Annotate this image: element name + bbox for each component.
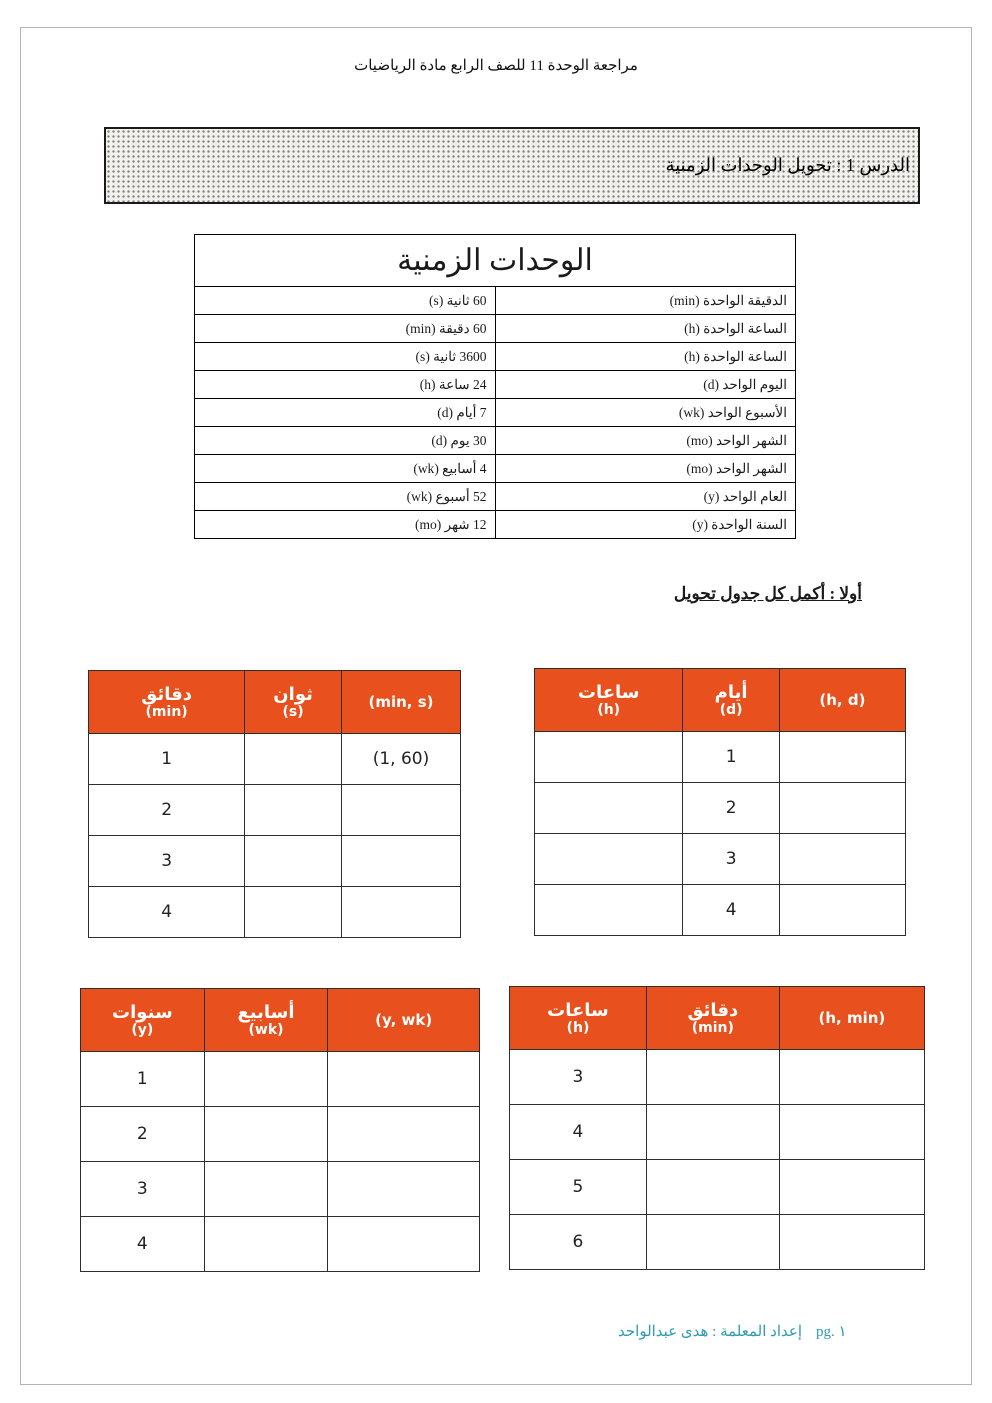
unit-value: 7 أيام (d) xyxy=(195,399,496,427)
table-row xyxy=(195,455,796,483)
column-header-pair-label: (min, s) xyxy=(368,693,434,711)
unit-name: الساعة الواحدة (h) xyxy=(495,315,796,343)
table-row xyxy=(195,343,796,371)
unit-name: العام الواحد (y) xyxy=(495,483,796,511)
cell xyxy=(328,1162,480,1217)
unit-name: الأسبوع الواحد (wk) xyxy=(495,399,796,427)
column-header-weeks xyxy=(204,989,328,1052)
column-header-latin: (y) xyxy=(131,1022,154,1039)
cell: 3 xyxy=(683,834,779,885)
table-row xyxy=(195,315,796,343)
cell: 1 xyxy=(81,1052,205,1107)
cell xyxy=(646,1160,779,1215)
column-header-latin: (min) xyxy=(145,704,188,721)
column-header-arabic: أيام xyxy=(714,681,748,703)
table-row xyxy=(195,287,796,315)
conversion-table-h-min xyxy=(509,986,925,1270)
cell xyxy=(535,885,683,936)
cell: 2 xyxy=(683,783,779,834)
table-row xyxy=(89,887,461,938)
lesson-title: الدرس 1 : تحويل الوحدات الزمنية xyxy=(665,155,910,175)
cell xyxy=(341,887,460,938)
column-header-latin: (h) xyxy=(597,702,621,719)
footer-credit: إعداد المعلمة : هدى عبدالواحد xyxy=(618,1324,803,1340)
unit-value: 60 دقيقة (min) xyxy=(195,315,496,343)
cell xyxy=(779,1215,924,1270)
cell: 1 xyxy=(683,732,779,783)
cell xyxy=(535,732,683,783)
cell xyxy=(328,1107,480,1162)
column-header-years xyxy=(81,989,205,1052)
cell xyxy=(646,1105,779,1160)
cell xyxy=(341,785,460,836)
cell: 6 xyxy=(510,1215,647,1270)
cell: 1 xyxy=(89,734,245,785)
conversion-table-y-wk xyxy=(80,988,480,1272)
table-row xyxy=(195,511,796,539)
table-row xyxy=(535,732,906,783)
table-row xyxy=(89,734,461,785)
footer-page-number: pg. ١ xyxy=(816,1324,847,1340)
column-header-pair xyxy=(328,989,480,1052)
cell xyxy=(245,887,342,938)
cell: 3 xyxy=(510,1050,647,1105)
table-row xyxy=(195,371,796,399)
lesson-banner xyxy=(104,127,920,204)
table-row xyxy=(195,483,796,511)
cell: 4 xyxy=(683,885,779,936)
column-header-pair xyxy=(341,671,460,734)
column-header-seconds xyxy=(245,671,342,734)
column-header-arabic: دقائق xyxy=(141,683,192,705)
column-header-arabic: سنوات xyxy=(112,1001,173,1023)
time-units-table xyxy=(194,234,796,539)
table-row xyxy=(510,1105,925,1160)
cell: 2 xyxy=(81,1107,205,1162)
cell xyxy=(646,1050,779,1105)
table-row xyxy=(195,427,796,455)
table-row xyxy=(81,1162,480,1217)
cell xyxy=(245,734,342,785)
column-header-days xyxy=(683,669,779,732)
cell xyxy=(245,785,342,836)
column-header-latin: (wk) xyxy=(248,1022,284,1039)
unit-value: 30 يوم (d) xyxy=(195,427,496,455)
column-header-minutes xyxy=(89,671,245,734)
cell xyxy=(204,1217,328,1272)
column-header-pair-label: (h, d) xyxy=(819,691,866,709)
table-row xyxy=(510,1160,925,1215)
footer xyxy=(618,1322,847,1341)
table-row xyxy=(89,785,461,836)
conversion-table-min-s xyxy=(88,670,461,938)
unit-value: 4 أسابيع (wk) xyxy=(195,455,496,483)
table-row xyxy=(195,399,796,427)
cell xyxy=(779,834,905,885)
conversion-table-h-d xyxy=(534,668,906,936)
cell xyxy=(646,1215,779,1270)
unit-value: 60 ثانية (s) xyxy=(195,287,496,315)
cell xyxy=(204,1162,328,1217)
column-header-latin: (s) xyxy=(282,704,304,721)
cell: 5 xyxy=(510,1160,647,1215)
cell xyxy=(341,836,460,887)
table-title-row xyxy=(195,235,796,287)
cell xyxy=(779,732,905,783)
unit-name: الساعة الواحدة (h) xyxy=(495,343,796,371)
column-header-latin: (min) xyxy=(691,1020,734,1037)
unit-name: الشهر الواحد (mo) xyxy=(495,455,796,483)
unit-name: الشهر الواحد (mo) xyxy=(495,427,796,455)
column-header-minutes xyxy=(646,987,779,1050)
table-row xyxy=(535,834,906,885)
cell xyxy=(204,1052,328,1107)
cell: 4 xyxy=(510,1105,647,1160)
cell xyxy=(535,783,683,834)
cell xyxy=(204,1107,328,1162)
header-row xyxy=(81,989,480,1052)
table-row xyxy=(535,885,906,936)
section-heading: أولا : أكمل كل جدول تحويل xyxy=(673,584,862,603)
unit-name: السنة الواحدة (y) xyxy=(495,511,796,539)
unit-value: 12 شهر (mo) xyxy=(195,511,496,539)
unit-value: 3600 ثانية (s) xyxy=(195,343,496,371)
table-row xyxy=(81,1217,480,1272)
table-row xyxy=(510,1050,925,1105)
column-header-latin: (d) xyxy=(719,702,743,719)
cell xyxy=(779,1050,924,1105)
cell xyxy=(328,1052,480,1107)
unit-name: الدقيقة الواحدة (min) xyxy=(495,287,796,315)
column-header-arabic: ساعات xyxy=(577,681,640,703)
cell xyxy=(779,885,905,936)
cell xyxy=(328,1217,480,1272)
header-row xyxy=(535,669,906,732)
cell xyxy=(779,783,905,834)
unit-value: 24 ساعة (h) xyxy=(195,371,496,399)
column-header-arabic: ساعات xyxy=(547,999,609,1021)
header-row xyxy=(510,987,925,1050)
document-title: مراجعة الوحدة 11 للصف الرابع مادة الرياضيات xyxy=(354,58,638,74)
table-row xyxy=(81,1052,480,1107)
cell: 3 xyxy=(89,836,245,887)
cell xyxy=(245,836,342,887)
column-header-latin: (h) xyxy=(566,1020,590,1037)
units-table-title: الوحدات الزمنية xyxy=(195,235,796,287)
cell: 4 xyxy=(89,887,245,938)
column-header-pair xyxy=(779,987,924,1050)
cell xyxy=(779,1105,924,1160)
cell: 4 xyxy=(81,1217,205,1272)
table-row xyxy=(81,1107,480,1162)
unit-name: اليوم الواحد (d) xyxy=(495,371,796,399)
unit-value: 52 أسبوع (wk) xyxy=(195,483,496,511)
column-header-pair-label: (y, wk) xyxy=(375,1011,433,1029)
column-header-pair xyxy=(779,669,905,732)
table-row xyxy=(510,1215,925,1270)
cell xyxy=(535,834,683,885)
column-header-hours xyxy=(510,987,647,1050)
column-header-hours xyxy=(535,669,683,732)
column-header-arabic: ثوان xyxy=(273,683,313,705)
column-header-arabic: دقائق xyxy=(687,999,739,1021)
header-row xyxy=(89,671,461,734)
table-row xyxy=(535,783,906,834)
cell: 3 xyxy=(81,1162,205,1217)
cell: (1, 60) xyxy=(341,734,460,785)
column-header-arabic: أسابيع xyxy=(237,1001,295,1023)
cell xyxy=(779,1160,924,1215)
table-row xyxy=(89,836,461,887)
column-header-pair-label: (h, min) xyxy=(818,1009,886,1027)
cell: 2 xyxy=(89,785,245,836)
